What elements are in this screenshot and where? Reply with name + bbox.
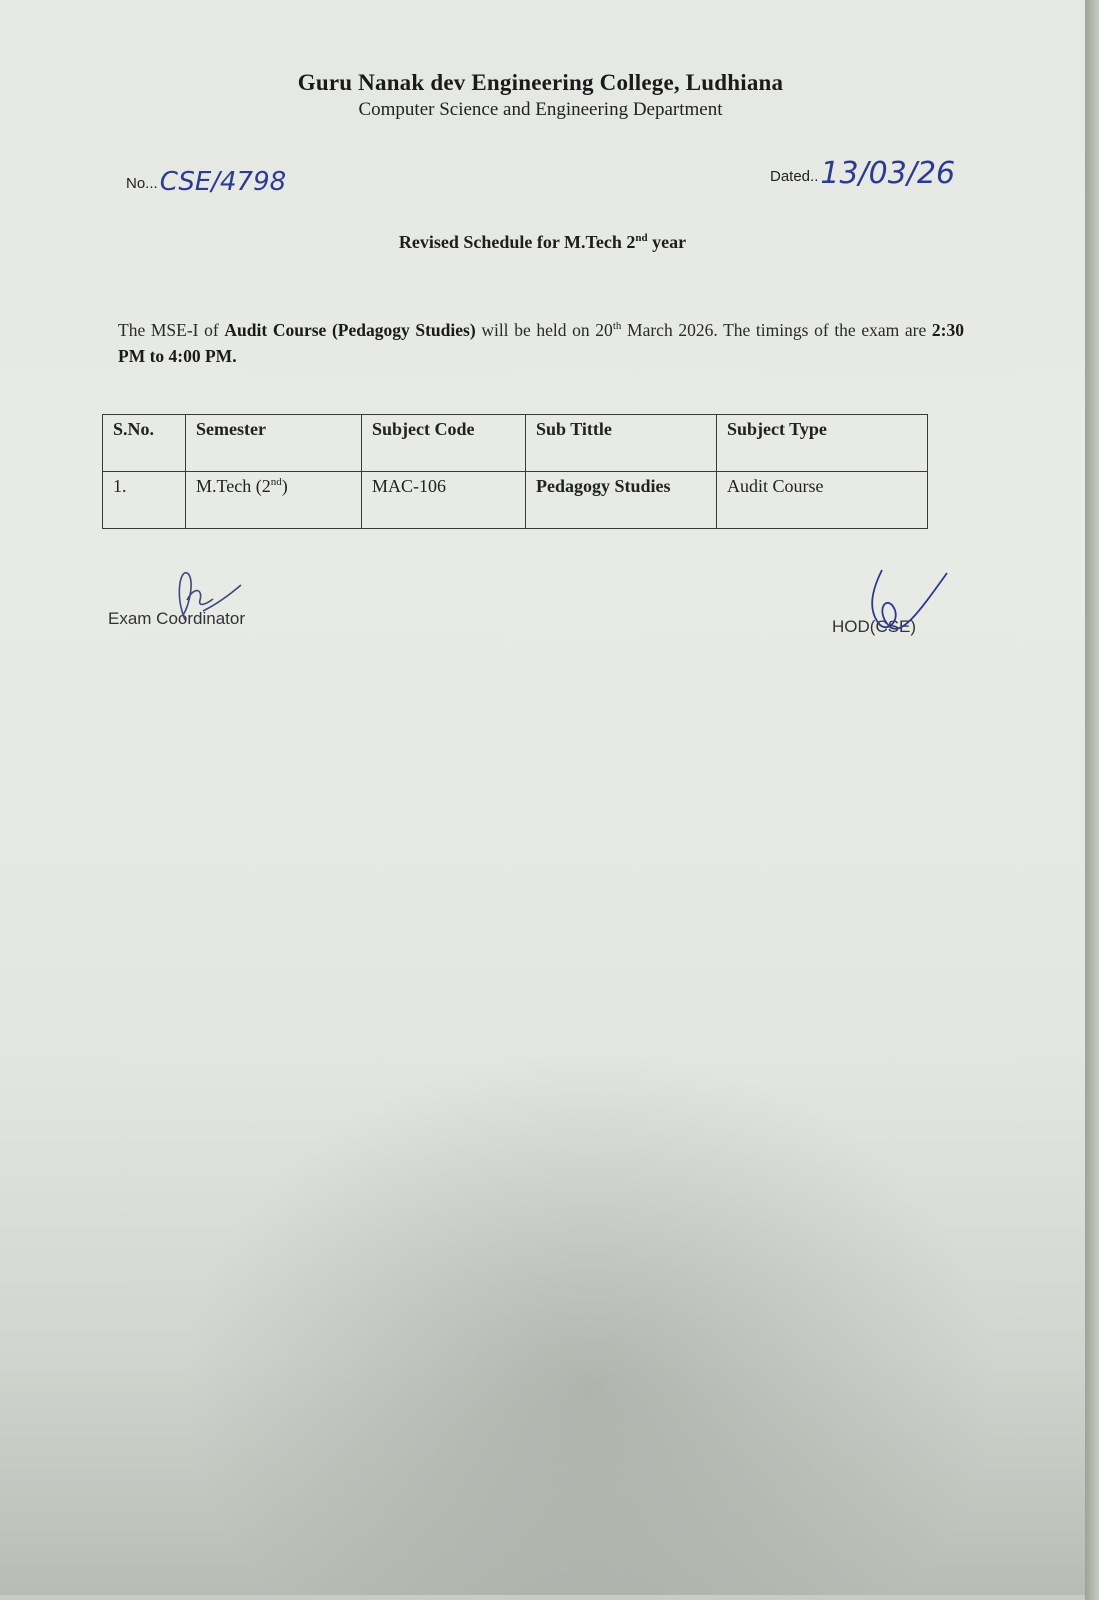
ref-number-handwritten: CSE/4798	[159, 167, 287, 197]
table-row	[103, 472, 928, 529]
schedule-title: Revised Schedule for M.Tech 2nd year	[398, 232, 687, 252]
shadow	[180, 1050, 1000, 1595]
cell-semester: M.Tech (2nd)	[186, 472, 362, 529]
coordinator-signature	[165, 565, 255, 625]
header-subject-code: Subject Code	[362, 415, 526, 472]
hod-signature	[862, 565, 952, 640]
college-name: Guru Nanak dev Engineering College, Ludhiana	[297, 70, 784, 95]
header-sub-title: Sub Tittle	[526, 415, 717, 472]
department-name: Computer Science and Engineering Department	[358, 99, 723, 120]
header-sno: S.No.	[103, 415, 186, 472]
signatory-hod: HOD(CSE)	[832, 617, 917, 636]
cell-sub-title: Pedagogy Studies	[526, 472, 717, 529]
table-header-row	[103, 415, 928, 472]
cell-subject-type: Audit Course	[717, 472, 928, 529]
schedule-table	[102, 414, 928, 529]
date-field	[770, 156, 955, 191]
date-handwritten: 13/03/26	[820, 156, 956, 191]
signatory-exam-coordinator: Exam Coordinator	[108, 609, 246, 628]
header-subject-type: Subject Type	[717, 415, 928, 472]
page-edge	[1085, 0, 1099, 1600]
reference-number	[126, 167, 286, 197]
ref-label: No...	[126, 175, 158, 192]
date-label: Dated..	[770, 168, 819, 185]
header-semester: Semester	[186, 415, 362, 472]
cell-sno: 1.	[103, 472, 186, 529]
cell-subject-code: MAC-106	[362, 472, 526, 529]
notice-paragraph: The MSE-I of Audit Course (Pedagogy Studies) will be held on 20th March 2026. The timings of the exam are 2:30 PM to 4:00 PM.	[118, 319, 964, 366]
